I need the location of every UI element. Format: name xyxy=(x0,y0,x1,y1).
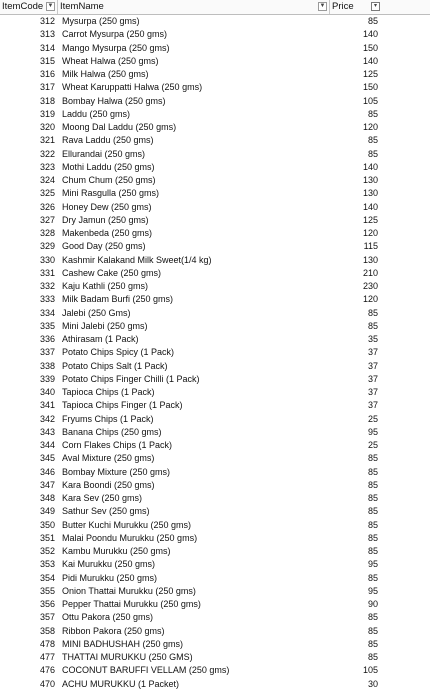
cell-itemname[interactable]: Bombay Halwa (250 gms) xyxy=(62,95,166,106)
table-row[interactable] xyxy=(0,598,430,611)
cell-price[interactable]: 37 xyxy=(367,347,378,358)
cell-itemcode[interactable]: 335 xyxy=(39,320,55,331)
cell-itemcode[interactable]: 478 xyxy=(39,638,55,649)
cell-itemcode[interactable]: 324 xyxy=(39,175,55,185)
cell-itemname[interactable]: Ribbon Pakora (250 gms) xyxy=(62,625,165,636)
table-row[interactable] xyxy=(0,108,430,121)
cell-itemcode[interactable]: 327 xyxy=(39,214,55,225)
cell-itemcode[interactable]: 340 xyxy=(39,387,55,397)
cell-itemcode[interactable]: 354 xyxy=(39,572,55,583)
cell-itemname[interactable]: Moong Dal Laddu (250 gms) xyxy=(62,122,177,132)
cell-itemname[interactable]: Corn Flakes Chips (1 Pack) xyxy=(62,440,173,450)
cell-itemcode[interactable]: 476 xyxy=(39,665,55,676)
cell-itemcode[interactable]: 321 xyxy=(39,135,55,146)
cell-itemname[interactable]: Potato Chips Salt (1 Pack) xyxy=(62,360,168,371)
cell-itemname[interactable]: Wheat Karuppatti Halwa (250 gms) xyxy=(62,82,203,93)
cell-itemcode[interactable]: 329 xyxy=(39,241,55,252)
cell-itemcode[interactable]: 336 xyxy=(39,334,55,344)
cell-price[interactable]: 150 xyxy=(362,82,378,93)
table-row[interactable] xyxy=(0,333,430,346)
table-row[interactable] xyxy=(0,28,430,41)
cell-price[interactable]: 85 xyxy=(367,148,378,159)
cell-price[interactable]: 230 xyxy=(362,281,378,291)
cell-itemname[interactable]: COCONUT BARUFFI VELLAM (250 gms) xyxy=(62,665,230,676)
cell-itemname[interactable]: Mini Rasgulla (250 gms) xyxy=(62,188,160,199)
cell-price[interactable]: 85 xyxy=(367,307,378,318)
cell-itemcode[interactable]: 347 xyxy=(39,479,55,490)
cell-itemcode[interactable]: 350 xyxy=(39,519,55,530)
cell-itemname[interactable]: Laddu (250 gms) xyxy=(62,108,131,119)
cell-itemcode[interactable]: 343 xyxy=(39,426,55,437)
cell-itemcode[interactable]: 317 xyxy=(39,82,55,93)
column-header-label: Price xyxy=(332,1,354,12)
table-row[interactable] xyxy=(0,545,430,558)
table-row[interactable] xyxy=(0,426,430,439)
table-row[interactable] xyxy=(0,267,430,280)
cell-itemcode[interactable]: 333 xyxy=(39,294,55,305)
cell-price[interactable]: 85 xyxy=(367,479,378,490)
cell-price[interactable]: 25 xyxy=(367,413,378,424)
table-row[interactable] xyxy=(0,240,430,253)
cell-price[interactable]: 115 xyxy=(363,241,378,252)
cell-price[interactable]: 85 xyxy=(367,625,378,636)
cell-itemcode[interactable]: 348 xyxy=(39,493,55,503)
cell-itemcode[interactable]: 477 xyxy=(39,652,55,662)
cell-itemname[interactable]: Tapioca Chips (1 Pack) xyxy=(62,387,155,397)
table-row[interactable] xyxy=(0,254,430,267)
cell-itemname[interactable]: Fryums Chips (1 Pack) xyxy=(62,413,154,424)
cell-price[interactable]: 85 xyxy=(367,546,378,556)
table-row[interactable] xyxy=(0,386,430,399)
cell-itemcode[interactable]: 356 xyxy=(39,599,55,609)
cell-price[interactable]: 140 xyxy=(362,201,378,212)
cell-price[interactable]: 125 xyxy=(362,69,378,79)
table-row[interactable] xyxy=(0,572,430,585)
table-row[interactable] xyxy=(0,280,430,293)
cell-price[interactable]: 85 xyxy=(367,135,378,146)
table-row[interactable] xyxy=(0,161,430,174)
cell-price[interactable]: 120 xyxy=(362,228,378,238)
table-row[interactable] xyxy=(0,81,430,94)
cell-itemcode[interactable]: 470 xyxy=(39,678,55,689)
table-row[interactable] xyxy=(0,15,430,28)
cell-itemname[interactable]: Jalebi (250 Gms) xyxy=(62,307,131,318)
cell-itemname[interactable]: Kambu Murukku (250 gms) xyxy=(62,546,171,556)
cell-price[interactable]: 85 xyxy=(367,572,378,583)
cell-itemname[interactable]: Mango Mysurpa (250 gms) xyxy=(62,42,170,53)
table-row[interactable] xyxy=(0,187,430,200)
cell-itemname[interactable]: Potato Chips Finger Chilli (1 Pack) xyxy=(62,373,200,384)
cell-itemname[interactable]: Milk Badam Burfi (250 gms) xyxy=(62,294,174,305)
cell-price[interactable]: 130 xyxy=(362,175,378,185)
cell-price[interactable]: 140 xyxy=(362,161,378,172)
cell-itemcode[interactable]: 322 xyxy=(39,148,55,159)
table-row[interactable] xyxy=(0,413,430,426)
cell-itemname[interactable]: THATTAI MURUKKU (250 GMS) xyxy=(62,652,193,662)
table-row[interactable] xyxy=(0,558,430,571)
cell-itemname[interactable]: Mothi Laddu (250 gms) xyxy=(62,161,155,172)
table-row[interactable] xyxy=(0,519,430,532)
table-row[interactable] xyxy=(0,360,430,373)
cell-itemname[interactable]: Ottu Pakora (250 gms) xyxy=(62,612,154,623)
cell-itemname[interactable]: Athirasam (1 Pack) xyxy=(62,334,139,344)
cell-itemname[interactable]: Malai Poondu Murukku (250 gms) xyxy=(62,532,198,543)
cell-itemname[interactable]: MINI BADHUSHAH (250 gms) xyxy=(62,638,184,649)
table-row[interactable] xyxy=(0,68,430,81)
cell-itemcode[interactable]: 316 xyxy=(39,69,55,79)
cell-itemcode[interactable]: 346 xyxy=(39,466,55,477)
table-row[interactable] xyxy=(0,121,430,134)
table-row[interactable] xyxy=(0,625,430,638)
cell-itemcode[interactable]: 320 xyxy=(39,122,55,132)
cell-itemcode[interactable]: 319 xyxy=(39,108,55,119)
cell-itemcode[interactable]: 339 xyxy=(39,373,55,384)
cell-itemname[interactable]: Pepper Thattai Murukku (250 gms) xyxy=(62,599,201,609)
cell-price[interactable]: 90 xyxy=(367,599,378,609)
dropdown-arrow-icon[interactable]: ▼ xyxy=(47,3,54,9)
table-row[interactable] xyxy=(0,293,430,306)
cell-itemcode[interactable]: 325 xyxy=(39,188,55,199)
cell-itemcode[interactable]: 338 xyxy=(39,360,55,371)
cell-itemcode[interactable]: 352 xyxy=(39,546,55,556)
cell-itemcode[interactable]: 357 xyxy=(39,612,55,623)
cell-itemcode[interactable]: 344 xyxy=(39,440,55,450)
cell-itemcode[interactable]: 358 xyxy=(39,625,55,636)
cell-price[interactable]: 30 xyxy=(367,678,378,689)
column-header-itemname[interactable] xyxy=(58,0,330,14)
cell-itemname[interactable]: Wheat Halwa (250 gms) xyxy=(62,55,159,66)
cell-itemname[interactable]: Kashmir Kalakand Milk Sweet(1/4 kg) xyxy=(62,254,212,265)
table-row[interactable] xyxy=(0,492,430,505)
table-row[interactable] xyxy=(0,505,430,518)
cell-price[interactable]: 150 xyxy=(362,42,378,53)
cell-price[interactable]: 37 xyxy=(367,400,378,411)
cell-itemname[interactable]: Good Day (250 gms) xyxy=(62,241,146,252)
cell-itemcode[interactable]: 315 xyxy=(39,55,55,66)
cell-itemname[interactable]: Butter Kuchi Murukku (250 gms) xyxy=(62,519,192,530)
cell-price[interactable]: 130 xyxy=(362,254,378,265)
cell-itemcode[interactable]: 330 xyxy=(39,254,55,265)
cell-price[interactable]: 95 xyxy=(367,426,378,437)
table-body xyxy=(0,15,430,691)
table-row[interactable] xyxy=(0,452,430,465)
cell-price[interactable]: 140 xyxy=(362,55,378,66)
cell-itemname[interactable]: Cashew Cake (250 gms) xyxy=(62,267,162,278)
cell-price[interactable]: 85 xyxy=(367,493,378,503)
cell-price[interactable]: 140 xyxy=(362,29,378,40)
cell-price[interactable]: 85 xyxy=(367,466,378,477)
table-row[interactable] xyxy=(0,651,430,664)
cell-itemcode[interactable]: 312 xyxy=(39,16,55,26)
cell-price[interactable]: 85 xyxy=(367,532,378,543)
cell-price[interactable]: 120 xyxy=(362,122,378,132)
cell-price[interactable]: 85 xyxy=(367,612,378,623)
cell-price[interactable]: 85 xyxy=(367,16,378,26)
cell-price[interactable]: 105 xyxy=(362,665,378,676)
column-header-label: ItemCode xyxy=(2,1,44,12)
table-row[interactable] xyxy=(0,479,430,492)
cell-itemname[interactable]: Tapioca Chips Finger (1 Pack) xyxy=(62,400,183,411)
table-row[interactable] xyxy=(0,439,430,452)
table-row[interactable] xyxy=(0,664,430,677)
table-row[interactable] xyxy=(0,585,430,598)
cell-price[interactable]: 37 xyxy=(367,373,378,384)
cell-itemname[interactable]: Dry Jamun (250 gms) xyxy=(62,214,149,225)
table-row[interactable] xyxy=(0,320,430,333)
cell-itemname[interactable]: Kaju Kathli (250 gms) xyxy=(62,281,149,291)
cell-itemname[interactable]: Chum Chum (250 gms) xyxy=(62,175,156,185)
cell-itemname[interactable]: Honey Dew (250 gms) xyxy=(62,201,152,212)
table-row[interactable] xyxy=(0,148,430,161)
cell-itemcode[interactable]: 341 xyxy=(39,400,55,411)
cell-itemcode[interactable]: 323 xyxy=(39,161,55,172)
cell-itemname[interactable]: ACHU MURUKKU (1 Packet) xyxy=(62,678,180,689)
cell-itemcode[interactable]: 345 xyxy=(39,453,55,464)
table-header xyxy=(0,0,430,15)
cell-itemcode[interactable]: 332 xyxy=(39,281,55,291)
cell-itemname[interactable]: Makenbeda (250 gms) xyxy=(62,228,153,238)
table-row[interactable] xyxy=(0,678,430,691)
table-row[interactable] xyxy=(0,466,430,479)
cell-itemname[interactable]: Ellurandai (250 gms) xyxy=(62,148,146,159)
cell-itemname[interactable]: Onion Thattai Murukku (250 gms) xyxy=(62,585,196,596)
cell-itemcode[interactable]: 318 xyxy=(39,95,55,106)
cell-itemname[interactable]: Potato Chips Spicy (1 Pack) xyxy=(62,347,175,358)
cell-price[interactable]: 37 xyxy=(367,360,378,371)
table-row[interactable] xyxy=(0,201,430,214)
cell-itemname[interactable]: Kai Murukku (250 gms) xyxy=(62,559,156,570)
cell-itemcode[interactable]: 351 xyxy=(39,532,55,543)
cell-itemname[interactable]: Bombay Mixture (250 gms) xyxy=(62,466,171,477)
cell-price[interactable]: 95 xyxy=(367,559,378,570)
cell-itemcode[interactable]: 328 xyxy=(39,228,55,238)
cell-price[interactable]: 35 xyxy=(367,334,378,344)
cell-itemname[interactable]: Mysurpa (250 gms) xyxy=(62,16,140,26)
column-header-price[interactable] xyxy=(330,0,382,14)
table-row[interactable] xyxy=(0,42,430,55)
cell-itemcode[interactable]: 334 xyxy=(39,307,55,318)
cell-itemname[interactable]: Sathur Sev (250 gms) xyxy=(62,506,150,517)
cell-price[interactable]: 95 xyxy=(367,585,378,596)
cell-itemname[interactable]: Carrot Mysurpa (250 gms) xyxy=(62,29,168,40)
column-header-itemcode[interactable] xyxy=(0,0,58,14)
cell-itemname[interactable]: Rava Laddu (250 gms) xyxy=(62,135,154,146)
cell-itemname[interactable]: Kara Sev (250 gms) xyxy=(62,493,143,503)
table-row[interactable] xyxy=(0,399,430,412)
cell-price[interactable]: 120 xyxy=(362,294,378,305)
cell-price[interactable]: 85 xyxy=(367,652,378,662)
cell-price[interactable]: 37 xyxy=(367,387,378,397)
cell-itemname[interactable]: Mini Jalebi (250 gms) xyxy=(62,320,148,331)
table-row[interactable] xyxy=(0,373,430,386)
cell-itemname[interactable]: Milk Halwa (250 gms) xyxy=(62,69,149,79)
cell-price[interactable]: 85 xyxy=(367,506,378,517)
table-row[interactable] xyxy=(0,174,430,187)
cell-itemcode[interactable]: 337 xyxy=(39,347,55,358)
table-row[interactable] xyxy=(0,134,430,147)
cell-itemname[interactable]: Pidi Murukku (250 gms) xyxy=(62,572,158,583)
cell-price[interactable]: 85 xyxy=(367,453,378,464)
table-row[interactable] xyxy=(0,611,430,624)
cell-price[interactable]: 25 xyxy=(367,440,378,450)
cell-itemname[interactable]: Banana Chips (250 gms) xyxy=(62,426,162,437)
cell-itemcode[interactable]: 355 xyxy=(39,585,55,596)
table-row[interactable] xyxy=(0,346,430,359)
table-row[interactable] xyxy=(0,307,430,320)
table-row[interactable] xyxy=(0,95,430,108)
cell-itemname[interactable]: Aval Mixture (250 gms) xyxy=(62,453,155,464)
cell-price[interactable]: 210 xyxy=(362,267,378,278)
cell-itemcode[interactable]: 353 xyxy=(39,559,55,570)
cell-price[interactable]: 85 xyxy=(367,519,378,530)
cell-itemcode[interactable]: 331 xyxy=(39,267,55,278)
dropdown-arrow-icon[interactable]: ▼ xyxy=(319,3,326,9)
cell-price[interactable]: 125 xyxy=(362,214,378,225)
cell-itemcode[interactable]: 349 xyxy=(39,506,55,517)
cell-price[interactable]: 85 xyxy=(367,108,378,119)
filter-funnel-icon[interactable]: ▾ xyxy=(371,2,380,11)
column-header-label: ItemName xyxy=(60,1,104,12)
cell-price[interactable]: 105 xyxy=(362,95,378,106)
table-row[interactable] xyxy=(0,55,430,68)
table-row[interactable] xyxy=(0,227,430,240)
cell-price[interactable]: 85 xyxy=(367,320,378,331)
cell-itemname[interactable]: Kara Boondi (250 gms) xyxy=(62,479,155,490)
cell-itemcode[interactable]: 313 xyxy=(39,29,55,40)
cell-price[interactable]: 85 xyxy=(367,638,378,649)
cell-itemcode[interactable]: 314 xyxy=(39,42,55,53)
cell-itemcode[interactable]: 326 xyxy=(39,201,55,212)
table-row[interactable] xyxy=(0,214,430,227)
cell-itemcode[interactable]: 342 xyxy=(39,413,55,424)
cell-price[interactable]: 130 xyxy=(362,188,378,199)
table-row[interactable] xyxy=(0,638,430,651)
table-row[interactable] xyxy=(0,532,430,545)
